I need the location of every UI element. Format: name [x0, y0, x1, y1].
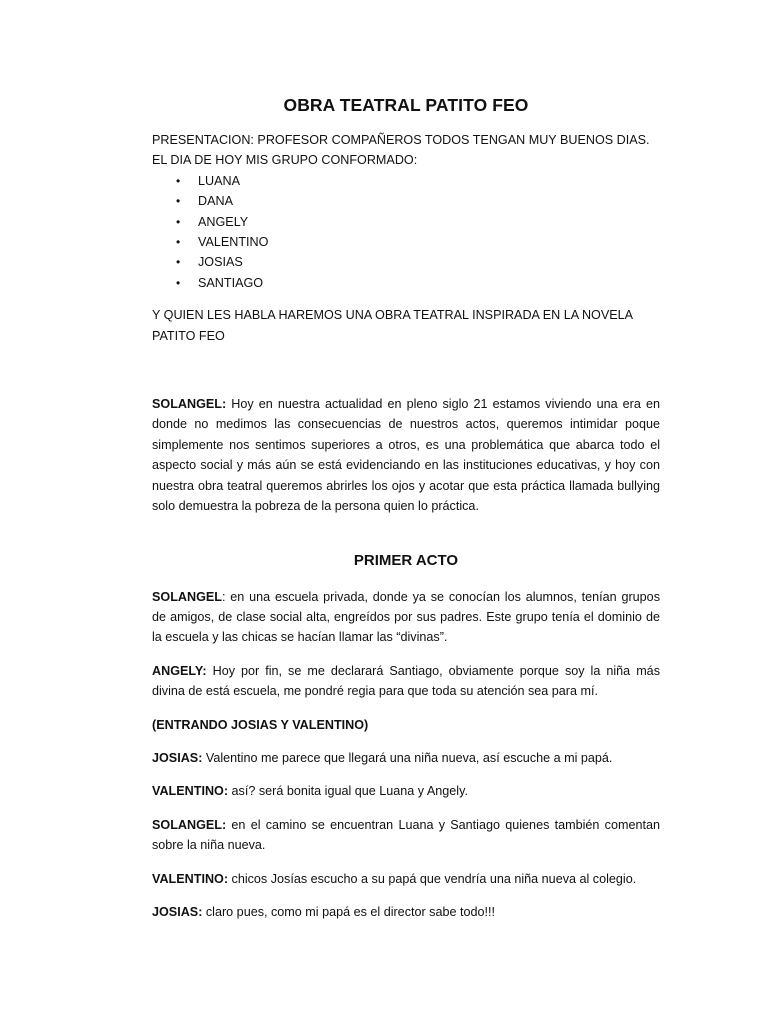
document-content [152, 94, 660, 935]
speech-text: Valentino me parece que llegará una niña nueva, así escuche a mi papá. [202, 750, 613, 765]
dialogue-line [152, 815, 660, 856]
speaker-name: VALENTINO: [152, 871, 229, 886]
list-item [176, 191, 660, 211]
member-name: DANA [198, 194, 233, 209]
list-item [176, 171, 660, 191]
member-name: SANTIAGO [198, 275, 264, 290]
speech-text: así? será bonita igual que Luana y Angely. [228, 784, 468, 799]
list-item [176, 212, 660, 232]
dialogue-line [152, 902, 660, 922]
speaker-name: JOSIAS: [152, 904, 203, 919]
speech-text: Hoy en nuestra actualidad en pleno siglo 21 estamos viviendo una era en donde no medimos las consecuencias de nuestros actos, queremos intimidar poque simplemente nos sentimos superiores a otros, es una problemática que abarca todo el aspecto social y más aún se está evidenciando en las instituciones educativas, y hoy con nuestra obra teatral queremos abrirles los ojos y acotar que esta práctica llamada bullying solo demuestra la pobreza de la persona quien lo práctica. [152, 397, 660, 514]
act-title: PRIMER ACTO [353, 551, 459, 569]
member-name: VALENTINO [198, 235, 269, 250]
bullet-icon: • [176, 214, 181, 229]
group-members-list [152, 171, 660, 293]
speaker-name: SOLANGEL: [152, 817, 227, 832]
speaker-name: SOLANGEL [152, 589, 222, 604]
speech-text: en el camino se encuentran Luana y Santiago quienes también comentan sobre la niña nueva. [152, 817, 660, 853]
dialogue-line [152, 748, 660, 768]
speaker-name: VALENTINO: [152, 784, 229, 799]
list-item [176, 273, 660, 293]
closing-paragraph: Y QUIEN LES HABLA HAREMOS UNA OBRA TEATRAL INSPIRADA EN LA NOVELA PATITO FEO [152, 308, 633, 343]
member-name: LUANA [198, 173, 240, 188]
speaker-name: SOLANGEL: [152, 397, 227, 412]
list-item [176, 232, 660, 252]
stage-direction: (ENTRANDO JOSIAS Y VALENTINO) [152, 717, 369, 732]
speech-text: chicos Josías escucho a su papá que vendría una niña nueva al colegio. [228, 871, 637, 886]
bullet-icon: • [176, 255, 181, 270]
dialogue-line [152, 781, 660, 801]
bullet-icon: • [176, 275, 181, 290]
speech-text: claro pues, como mi papá es el director sabe todo!!! [202, 904, 495, 919]
dialogue-line [152, 661, 660, 702]
speech-text: Hoy por fin, se me declarará Santiago, obviamente porque soy la niña más divina de está escuela, me pondré regia para que toda su atención sea para mí. [152, 663, 660, 699]
list-item [176, 252, 660, 272]
presentation-paragraph: PRESENTACION: PROFESOR COMPAÑEROS TODOS TENGAN MUY BUENOS DIAS. EL DIA DE HOY MIS GRUPO CONFORMADO: [152, 133, 650, 168]
bullet-icon: • [176, 235, 181, 250]
speaker-name: ANGELY: [152, 663, 207, 678]
intro-speech [152, 394, 660, 516]
speaker-name: JOSIAS: [152, 750, 203, 765]
dialogue-line [152, 869, 660, 889]
member-name: JOSIAS [198, 255, 243, 270]
dialogue-line [152, 587, 660, 648]
document-title: OBRA TEATRAL PATITO FEO [283, 95, 529, 115]
speech-text: : en una escuela privada, donde ya se conocían los alumnos, tenían grupos de amigos, de clase social alta, engreídos por sus padres. Este grupo tenía el dominio de la escuela y las chicas se hacían llamar las “divinas”. [152, 589, 660, 645]
bullet-icon: • [176, 173, 181, 188]
bullet-icon: • [176, 194, 181, 209]
member-name: ANGELY [198, 214, 249, 229]
